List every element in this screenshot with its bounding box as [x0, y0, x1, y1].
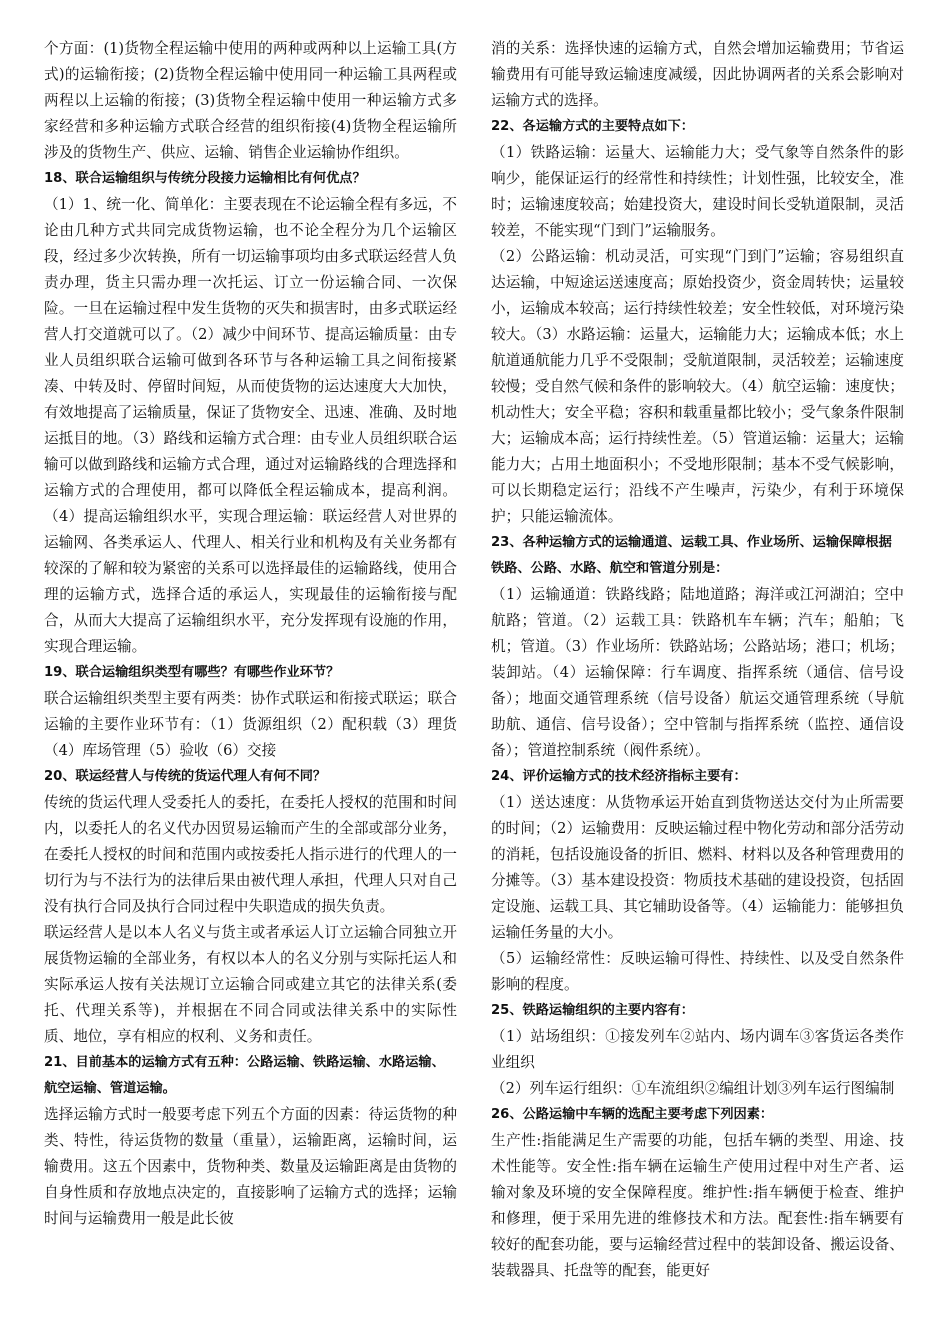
answer-25-part-1: （1）站场组织：①接发列车②站内、场内调车③客货运各类作业组织	[491, 1028, 904, 1071]
paragraph-continued-right: 消的关系：选择快速的运输方式，自然会增加运输费用；节省运输费用有可能导致运输速度减缓，因此协调两者的关系会影响对运输方式的选择。	[491, 40, 904, 109]
question-18-heading: 18、联合运输组织与传统分段接力运输相比有何优点？	[44, 171, 366, 186]
question-26-heading: 26、公路运输中车辆的选配主要考虑下列因素：	[491, 1107, 774, 1122]
question-21-heading: 21、目前基本的运输方式有五种：公路运输、铁路运输、水路运输、航空运输、管道运输。	[44, 1055, 445, 1096]
answer-20-part-1: 传统的货运代理人受委托人的委托，在委托人授权的范围和时间内，以委托人的名义代办因贸易运输而产生的全部或部分业务，在委托人授权的时间和范围内或按委托人指示进行的代理人的一切行为与不法行为的法律后果由被代理人承担，代理人只对自己没有执行合同及执行合同过程中失职造成的损失负责。	[44, 794, 457, 915]
question-22-heading: 22、各运输方式的主要特点如下：	[491, 119, 694, 134]
answer-25-part-2: （2）列车运行组织：①车流组织②编组计划③列车运行图编制	[491, 1080, 895, 1097]
answer-22-part-2: （2）公路运输：机动灵活，可实现“门到门”运输；容易组织直达运输，中短途运送速度高；原始投资少，资金周转快；运量较小，运输成本较高；运行持续性较差；安全性较低，对环境污染较大。（3）水路运输：运量大，运输能力大；运输成本低；水上航道通航能力几乎不受限制；受航道限制，灵活较差；运输速度较慢；受自然气候和条件的影响较大。（4）航空运输：速度快；机动性大；安全平稳；容积和载重量都比较小；受气象条件限制大；运输成本高；运行持续性差。（5）管道运输：运量大；运输能力大；占用土地面积小；不受地形限制；基本不受气候影响，可以长期稳定运行；沿线不产生噪声，污染少，有利于环境保护；只能运输流体。	[491, 248, 904, 525]
question-23-heading: 23、各种运输方式的运输通道、运载工具、作业场所、运输保障根据铁路、公路、水路、航空和管道分别是：	[491, 535, 892, 576]
question-19-heading: 19、联合运输组织类型有哪些？有哪些作业环节？	[44, 665, 340, 680]
answer-22-part-1: （1）铁路运输：运量大、运输能力大；受气象等自然条件的影响少，能保证运行的经常性和持续性；计划性强，比较安全，准时；运输速度较高；始建投资大，建设时间长受轨道限制，灵活较差，不能实现“门到门”运输服务。	[491, 144, 904, 239]
question-20-heading: 20、联运经营人与传统的货运代理人有何不同？	[44, 769, 327, 784]
left-column	[44, 36, 457, 1232]
question-25-heading: 25、铁路运输组织的主要内容有：	[491, 1003, 694, 1018]
answer-24-part-1: （1）送达速度：从货物承运开始直到货物送达交付为止所需要的时间；（2）运输费用：反映运输过程中物化劳动和部分活劳动的消耗，包括设施设备的折旧、燃料、材料以及各种管理费用的分摊等。（3）基本建设投资：物质技术基础的建设投资，包括固定设施、运载工具、其它辅助设备等。（4）运输能力：能够担负运输任务量的大小。	[491, 794, 904, 941]
question-24-heading: 24、评价运输方式的技术经济指标主要有：	[491, 769, 747, 784]
answer-24-part-2: （5）运输经常性：反映运输可得性、持续性、以及受自然条件影响的程度。	[491, 950, 904, 993]
answer-20-part-2: 联运经营人是以本人名义与货主或者承运人订立运输合同独立开展货物运输的全部业务，有权以本人的名义分别与实际托运人和实际承运人按有关法规订立运输合同或建立其它的法律关系(委托、代理关系等)，并根据在不同合同或法律关系中的实际性质、地位，享有相应的权利、义务和责任。	[44, 924, 457, 1045]
answer-18: （1）1、统一化、简单化：主要表现在不论运输全程有多远，不论由几种方式共同完成货物运输，也不论全程分为几个运输区段，经过多少次转换，所有一切运输事项均由多式联运经营人负责办理，货主只需办理一次托运、订立一份运输合同、一次保险。一旦在运输过程中发生货物的灭失和损害时，由多式联运经营人打交道就可以了。（2）减少中间环节、提高运输质量：由专业人员组织联合运输可做到各环节与各种运输工具之间衔接紧凑、中转及时、停留时间短，从而使货物的运达速度大大加快，有效地提高了运输质量，保证了货物安全、迅速、准确、及时地运抵目的地。（3）路线和运输方式合理：由专业人员组织联合运输可以做到路线和运输方式合理，通过对运输路线的合理选择和运输方式的合理使用，都可以降低全程运输成本，提高利润。（4）提高运输组织水平，实现合理运输：联运经营人对世界的运输网、各类承运人、代理人、相关行业和机构及有关业务都有较深的了解和较为紧密的关系可以选择最佳的运输路线，使用合理的运输方式，选择合适的承运人，实现最佳的运输衔接与配合，从而大大提高了运输组织水平，充分发挥现有设施的作用，实现合理运输。	[44, 196, 457, 655]
paragraph-continued: 个方面：(1)货物全程运输中使用的两种或两种以上运输工具(方式)的运输衔接；(2)货物全程运输中使用同一种运输工具两程或两程以上运输的衔接；(3)货物全程运输中使用一种运输方式多家经营和多种运输方式联合经营的组织衔接(4)货物全程运输所涉及的货物生产、供应、运输、销售企业运输协作组织。	[44, 40, 457, 161]
answer-21: 选择运输方式时一般要考虑下列五个方面的因素：待运货物的种类、特性，待运货物的数量（重量），运输距离，运输时间，运输费用。这五个因素中，货物种类、数量及运输距离是由货物的自身性质和存放地点决定的，直接影响了运输方式的选择；运输时间与运输费用一般是此长彼	[44, 1106, 457, 1227]
right-column	[491, 36, 904, 1284]
answer-26: 生产性:指能满足生产需要的功能，包括车辆的类型、用途、技术性能等。安全性:指车辆在运输生产使用过程中对生产者、运输对象及环境的安全保障程度。维护性:指车辆便于检查、维护和修理，便于采用先进的维修技术和方法。配套性:指车辆要有较好的配套功能，要与运输经营过程中的装卸设备、搬运设备、装载器具、托盘等的配套，能更好	[491, 1132, 904, 1279]
answer-23: （1）运输通道：铁路线路；陆地道路；海洋或江河湖泊；空中航路；管道。（2）运载工具：铁路机车车辆；汽车；船舶；飞机；管道。（3）作业场所：铁路站场；公路站场；港口；机场；装卸站。（4）运输保障：行车调度、指挥系统（通信、信号设备）；地面交通管理系统（信号设备）航运交通管理系统（导航助航、通信、信号设备）；空中管制与指挥系统（监控、通信设备）；管道控制系统（阀件系统）。	[491, 586, 904, 759]
answer-19: 联合运输组织类型主要有两类：协作式联运和衔接式联运；联合运输的主要作业环节有：（1）货源组织（2）配积载（3）理货（4）库场管理（5）验收（6）交接	[44, 690, 457, 759]
